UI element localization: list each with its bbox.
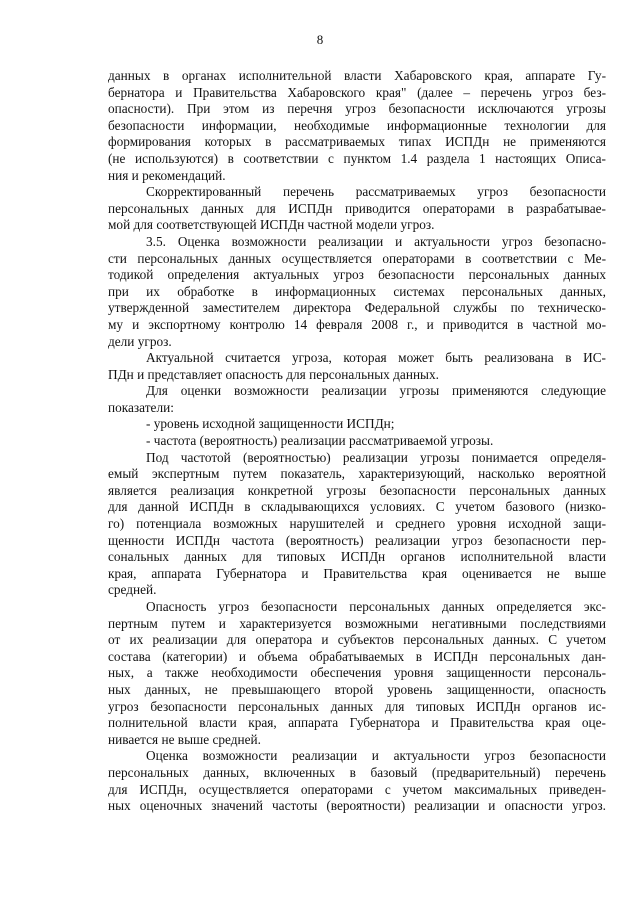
- text-line: - уровень исходной защищенности ИСПДн;: [146, 416, 395, 432]
- page-number: 8: [316, 32, 324, 47]
- text-line: от их реализации для оператора и субъектов персональных данных. С учетом: [108, 632, 606, 648]
- text-line: го) потенциала возможных нарушителей и среднего уровня исходной защи-: [108, 516, 606, 532]
- text-line: бернатора и Правительства Хабаровского края" (далее – перечень угроз без-: [108, 84, 606, 100]
- text-line: щенности ИСПДн частота (вероятность) реализации угроз безопасности пер-: [108, 532, 606, 548]
- text-line: пертным путем и характеризуется возможными негативными последствиями: [108, 615, 606, 631]
- text-line: ных данных, не превышающего второй уровень защищенности, опасность: [108, 681, 606, 697]
- text-line: Оценка возможности реализации и актуальности угроз безопасности: [146, 748, 606, 764]
- text-line: является реализация конкретной угрозы безопасности персональных данных: [108, 482, 606, 498]
- text-line: Актуальной считается угроза, которая может быть реализована в ИС-: [146, 350, 606, 366]
- text-line: - частота (вероятность) реализации рассматриваемой угрозы.: [146, 433, 494, 449]
- text-line: Для оценки возможности реализации угрозы применяются следующие: [146, 383, 606, 399]
- text-line: при их обработке в информационных системах персональных данных,: [108, 283, 606, 299]
- text-line: сональных данных для типовых ИСПДн органов исполнительной власти: [108, 549, 606, 565]
- text-line: края, аппарата Губернатора и Правительства края оценивается не выше: [108, 565, 606, 581]
- text-line: средней.: [108, 582, 157, 598]
- text-line: дели угроз.: [108, 333, 172, 349]
- text-line: мой для соответствующей ИСПДн частной модели угроз.: [108, 217, 435, 233]
- text-line: 3.5. Оценка возможности реализации и актуальности угроз безопасно-: [146, 233, 606, 249]
- text-line: му и экспортному контролю 14 февраля 2008 г., и приводится в частной мо-: [108, 316, 606, 332]
- text-line: Опасность угроз безопасности персональных данных определяется экс-: [146, 599, 606, 614]
- text-line: нивается не выше средней.: [108, 731, 261, 747]
- text-line: для ИСПДн, осуществляется операторами с учетом максимальных приведен-: [108, 781, 606, 797]
- text-line: для данной ИСПДн в складывающихся условиях. С учетом базового (низко-: [108, 499, 606, 515]
- text-line: Скорректированный перечень рассматриваемых угроз безопасности: [146, 184, 606, 200]
- text-line: данных в органах исполнительной власти Хабаровского края, аппарате Гу-: [108, 68, 606, 83]
- text-line: ПДн и представляет опасность для персональных данных.: [108, 366, 439, 382]
- text-line: безопасности информации, необходимые информационные технологии для: [108, 117, 606, 133]
- text-line: показатели:: [108, 399, 174, 415]
- text-line: персональных данных, включенных в базовый (предварительный) перечень: [108, 764, 606, 780]
- text-line: тодикой определения актуальных угроз безопасности персональных данных: [108, 267, 606, 283]
- text-line: формирования которых в рассматриваемых типах ИСПДн не применяются: [108, 134, 606, 150]
- text-line: опасности). При этом из перечня угроз безопасности исключаются угрозы: [108, 101, 606, 117]
- text-line: ных, а также необходимости обеспечения уровня защищенности персональ-: [108, 665, 606, 681]
- document-body: [108, 68, 606, 815]
- text-line: Под частотой (вероятностью) реализации угрозы понимается определя-: [146, 449, 606, 465]
- text-line: ния и рекомендаций.: [108, 167, 226, 183]
- text-line: состава (категории) и объема обрабатываемых в ИСПДн персональных дан-: [108, 648, 606, 664]
- text-line: утвержденной заместителем директора Федеральной службы по техническо-: [108, 300, 606, 316]
- text-line: емый экспертным путем показатель, характеризующий, насколько вероятной: [108, 466, 606, 482]
- text-line: угроз безопасности персональных данных для типовых ИСПДн органов ис-: [108, 698, 606, 714]
- text-line: сти персональных данных осуществляется операторами в соответствии с Ме-: [108, 250, 606, 266]
- text-line: (не используются) в соответствии с пунктом 1.4 раздела 1 настоящих Описа-: [108, 150, 606, 166]
- text-line: ных оценочных значений частоты (вероятности) реализации и опасности угроз.: [108, 798, 606, 814]
- text-line: полнительной власти края, аппарата Губернатора и Правительства края оце-: [108, 715, 606, 731]
- text-line: персональных данных для ИСПДн приводится операторами в разрабатывае-: [108, 200, 606, 216]
